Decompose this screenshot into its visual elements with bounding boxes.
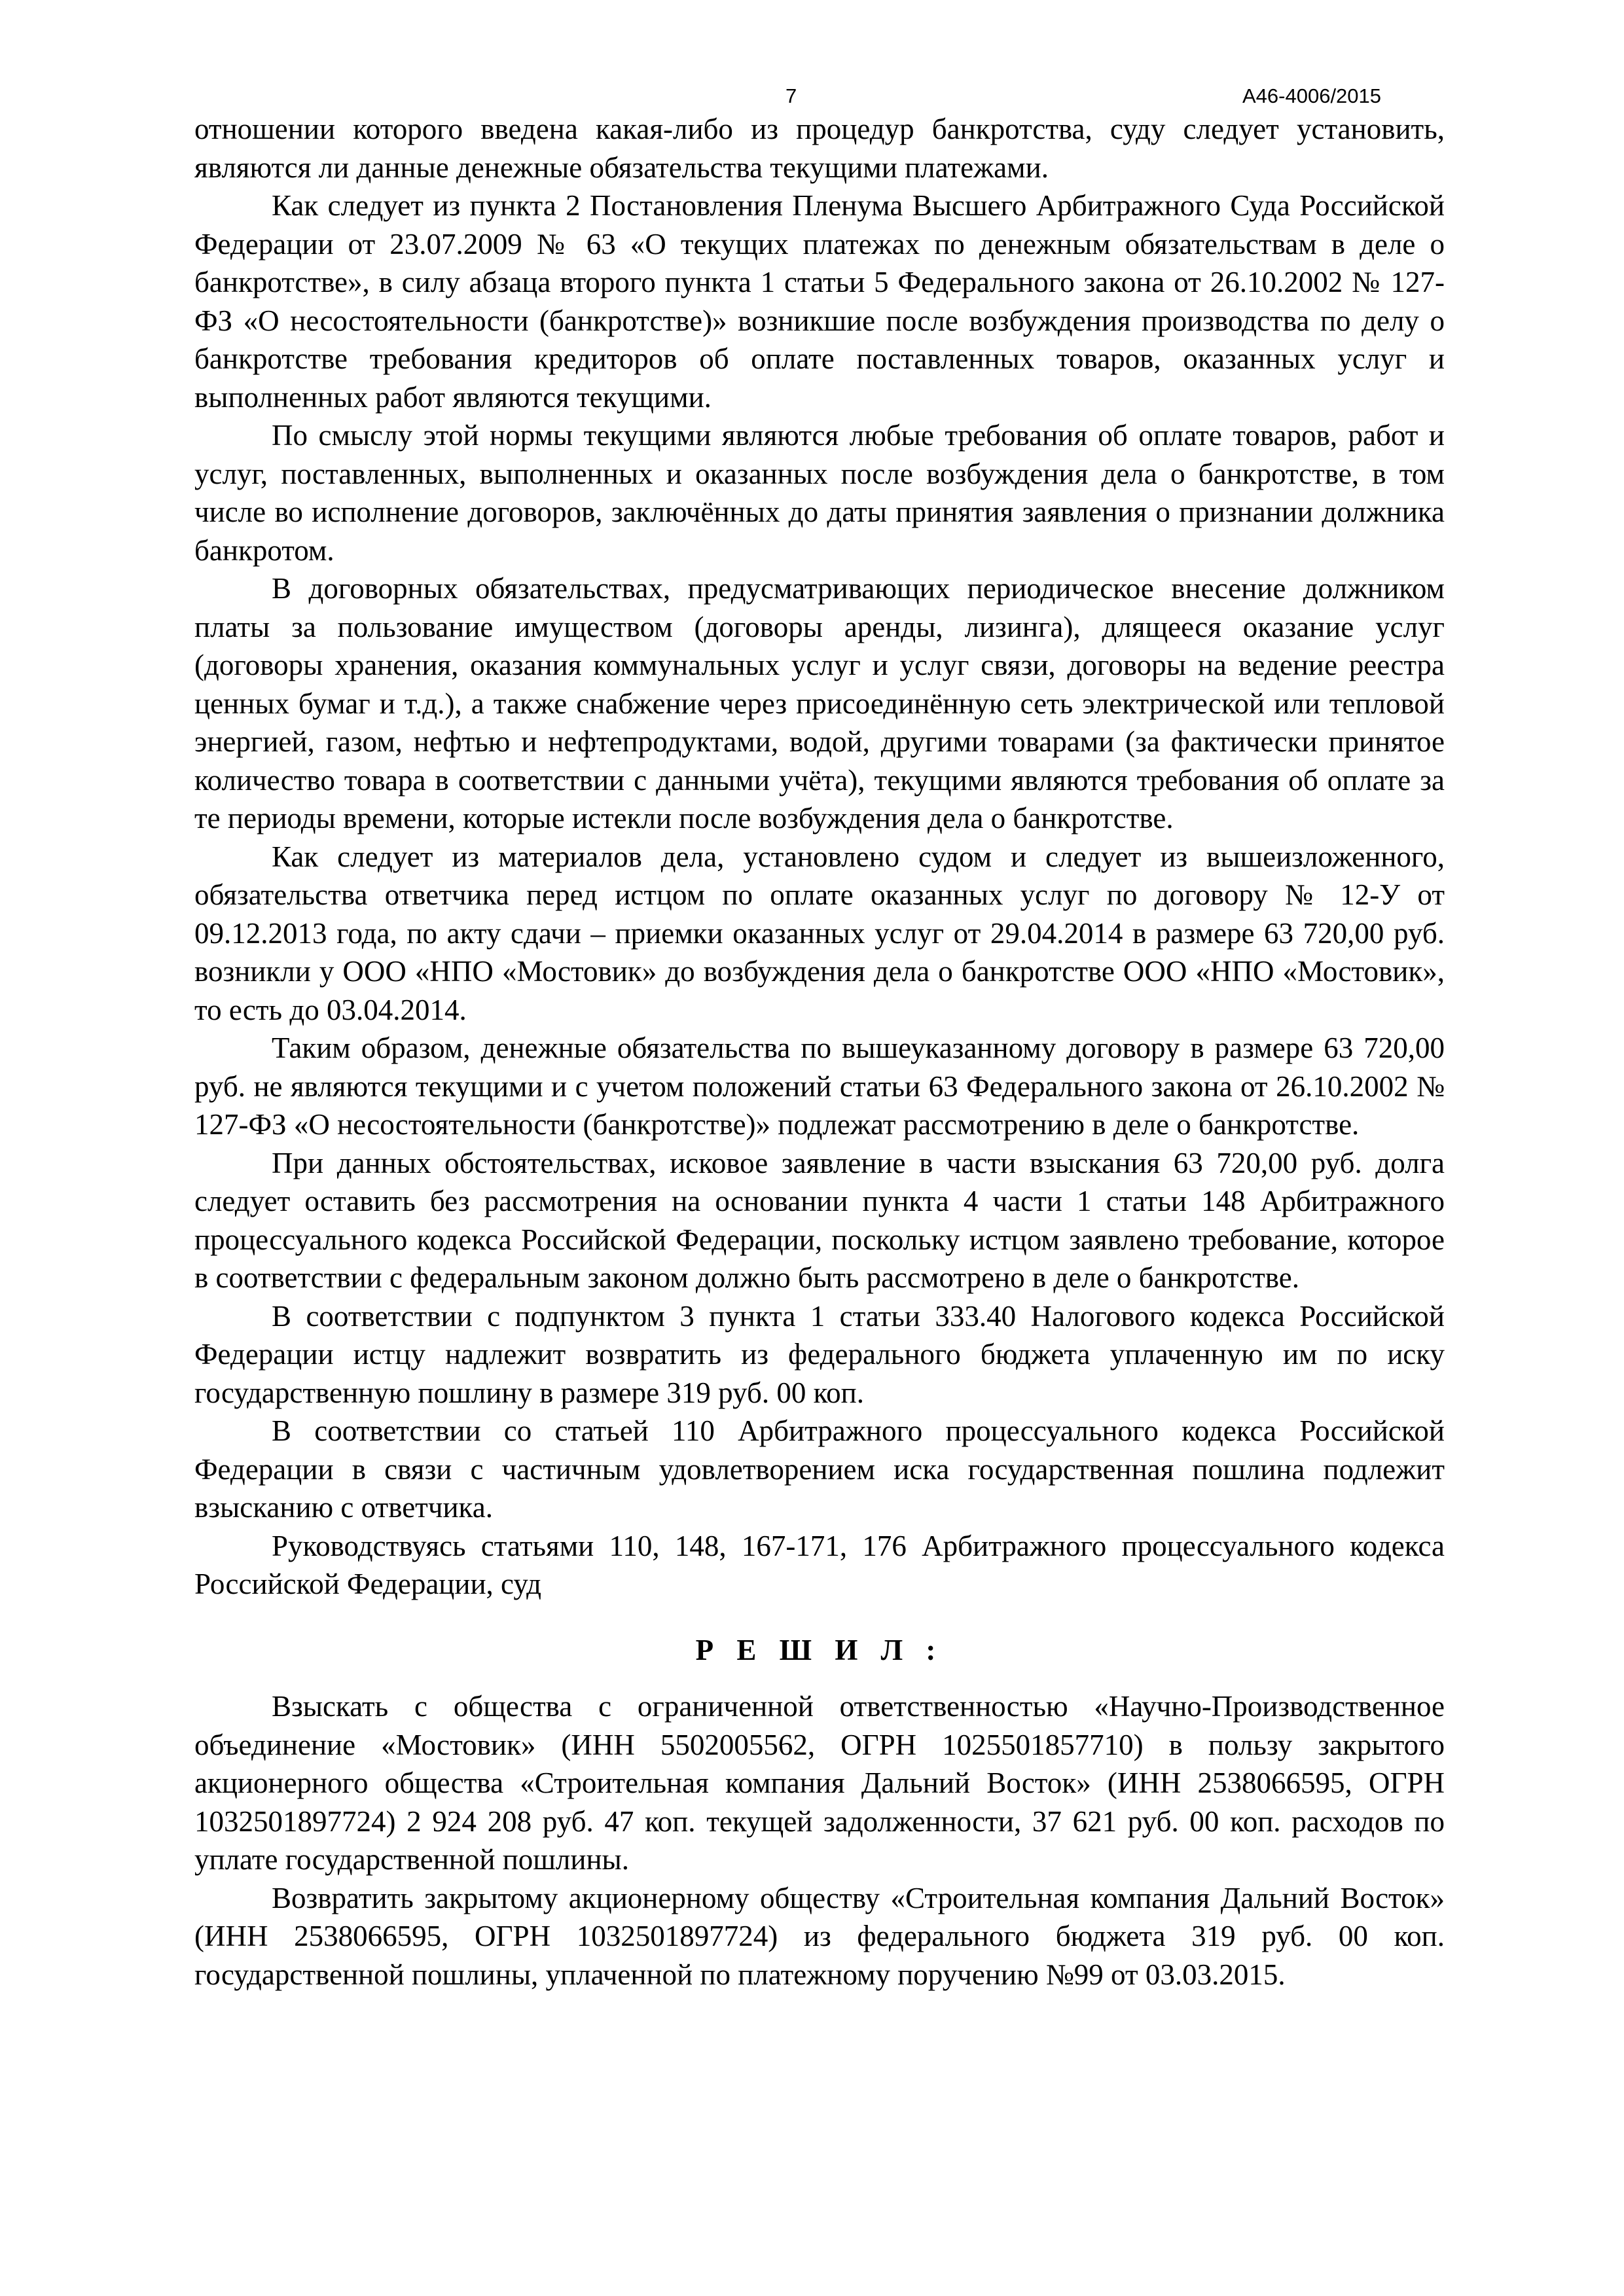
page-number: 7 bbox=[785, 84, 797, 107]
paragraph-current-payments-rule: Как следует из пункта 2 Постановления Пленума Высшего Арбитражного Суда Российской Федерации от 23.07.2009 № 63 «О текущих платежах по денежным обязательствам в деле о банкротстве», в силу абзаца второго пункта 1 статьи 5 Федерального закона от 26.10.2002 № 127-ФЗ «О несостоятельности (банкротстве)» возникшие после возбуждения производства по делу о банкротстве требования кредиторов об оплате поставленных товаров, оказанных услуг и выполненных работ являются текущими. bbox=[194, 189, 1445, 414]
decision-recover: Взыскать с общества с ограниченной ответственностью «Научно-Производственное объединение «Мостовик» (ИНН 5502005562, ОГРН 1025501857710) в пользу закрытого акционерного общества «Строительная компания Дальний Восток» (ИНН 2538066595, ОГРН 1032501897724) 2 924 208 руб. 47 коп. текущей задолженности, 37 621 руб. 00 коп. расходов по уплате государственной пошлины. bbox=[194, 1690, 1445, 1876]
paragraph-norm-meaning: По смыслу этой нормы текущими являются любые требования об оплате товаров, работ и услуг, поставленных, выполненных и оказанных после возбуждения дела о банкротстве, в том числе во исполнение договоров, заключённых до даты принятия заявления о признании должника банкротом. bbox=[194, 419, 1445, 567]
paragraph-continuation: отношении которого введена какая-либо из процедур банкротства, суду следует установить, являются ли данные денежные обязательства текущими платежами. bbox=[194, 113, 1445, 184]
decision-refund: Возвратить закрытому акционерному обществу «Строительная компания Дальний Восток» (ИНН 2538066595, ОГРН 1032501897724) из федерального бюджета 319 руб. 00 коп. государственной пошлины, уплаченной по платежному поручению №99 от 03.03.2015. bbox=[194, 1881, 1445, 1991]
paragraph-not-current: Таким образом, денежные обязательства по вышеуказанному договору в размере 63 720,00 руб. не являются текущими и с учетом положений статьи 63 Федерального закона от 26.10.2002 № 127-ФЗ «О несостоятельности (банкротстве)» подлежат рассмотрению в деле о банкротстве. bbox=[194, 1031, 1445, 1141]
paragraph-case-materials: Как следует из материалов дела, установлено судом и следует из вышеизложенного, обязательства ответчика перед истцом по оплате оказанных услуг по договору № 12-У от 09.12.2013 года, по акту сдачи – приемки оказанных услуг от 29.04.2014 в размере 63 720,00 руб. возникли у ООО «НПО «Мостовик» до возбуждения дела о банкротстве ООО «НПО «Мостовик», то есть до 03.04.2014. bbox=[194, 840, 1445, 1026]
case-number: А46-4006/2015 bbox=[1242, 84, 1382, 107]
page-header bbox=[0, 80, 1624, 113]
paragraph-periodic-obligations: В договорных обязательствах, предусматривающих периодическое внесение должником платы за пользование имуществом (договоры аренды, лизинга), длящееся оказание услуг (договоры хранения, оказания коммунальных услуг и услуг связи, договоры на ведение реестра ценных бумаг и т.д.), а также снабжение через присоединённую сеть электрической или тепловой энергией, газом, нефтью и нефтепродуктами, водой, другими товарами (за фактически принятое количество товара в соответствии с данными учёта), текущими являются требования об оплате за те периоды времени, которые истекли после возбуждения дела о банкротстве. bbox=[194, 572, 1445, 834]
document-body bbox=[194, 110, 1445, 1994]
paragraph-fee-allocation: В соответствии со статьей 110 Арбитражного процессуального кодекса Российской Федерации в связи с частичным удовлетворением иска государственная пошлина подлежит взысканию с ответчика. bbox=[194, 1414, 1445, 1524]
paragraph-tax-code-refund: В соответствии с подпунктом 3 пункта 1 статьи 333.40 Налогового кодекса Российской Федерации истцу надлежит возвратить из федерального бюджета уплаченную им по иску государственную пошлину в размере 319 руб. 00 коп. bbox=[194, 1299, 1445, 1409]
paragraph-leave-without-consideration: При данных обстоятельствах, исковое заявление в части взыскания 63 720,00 руб. долга следует оставить без рассмотрения на основании пункта 4 части 1 статьи 148 Арбитражного процессуального кодекса Российской Федерации, поскольку истцом заявлено требование, которое в соответствии с федеральным законом должно быть рассмотрено в деле о банкротстве. bbox=[194, 1146, 1445, 1294]
decision-heading: Р Е Ш И Л : bbox=[695, 1633, 944, 1666]
paragraph-guided-by: Руководствуясь статьями 110, 148, 167-171, 176 Арбитражного процессуального кодекса Российской Федерации, суд bbox=[194, 1529, 1445, 1600]
